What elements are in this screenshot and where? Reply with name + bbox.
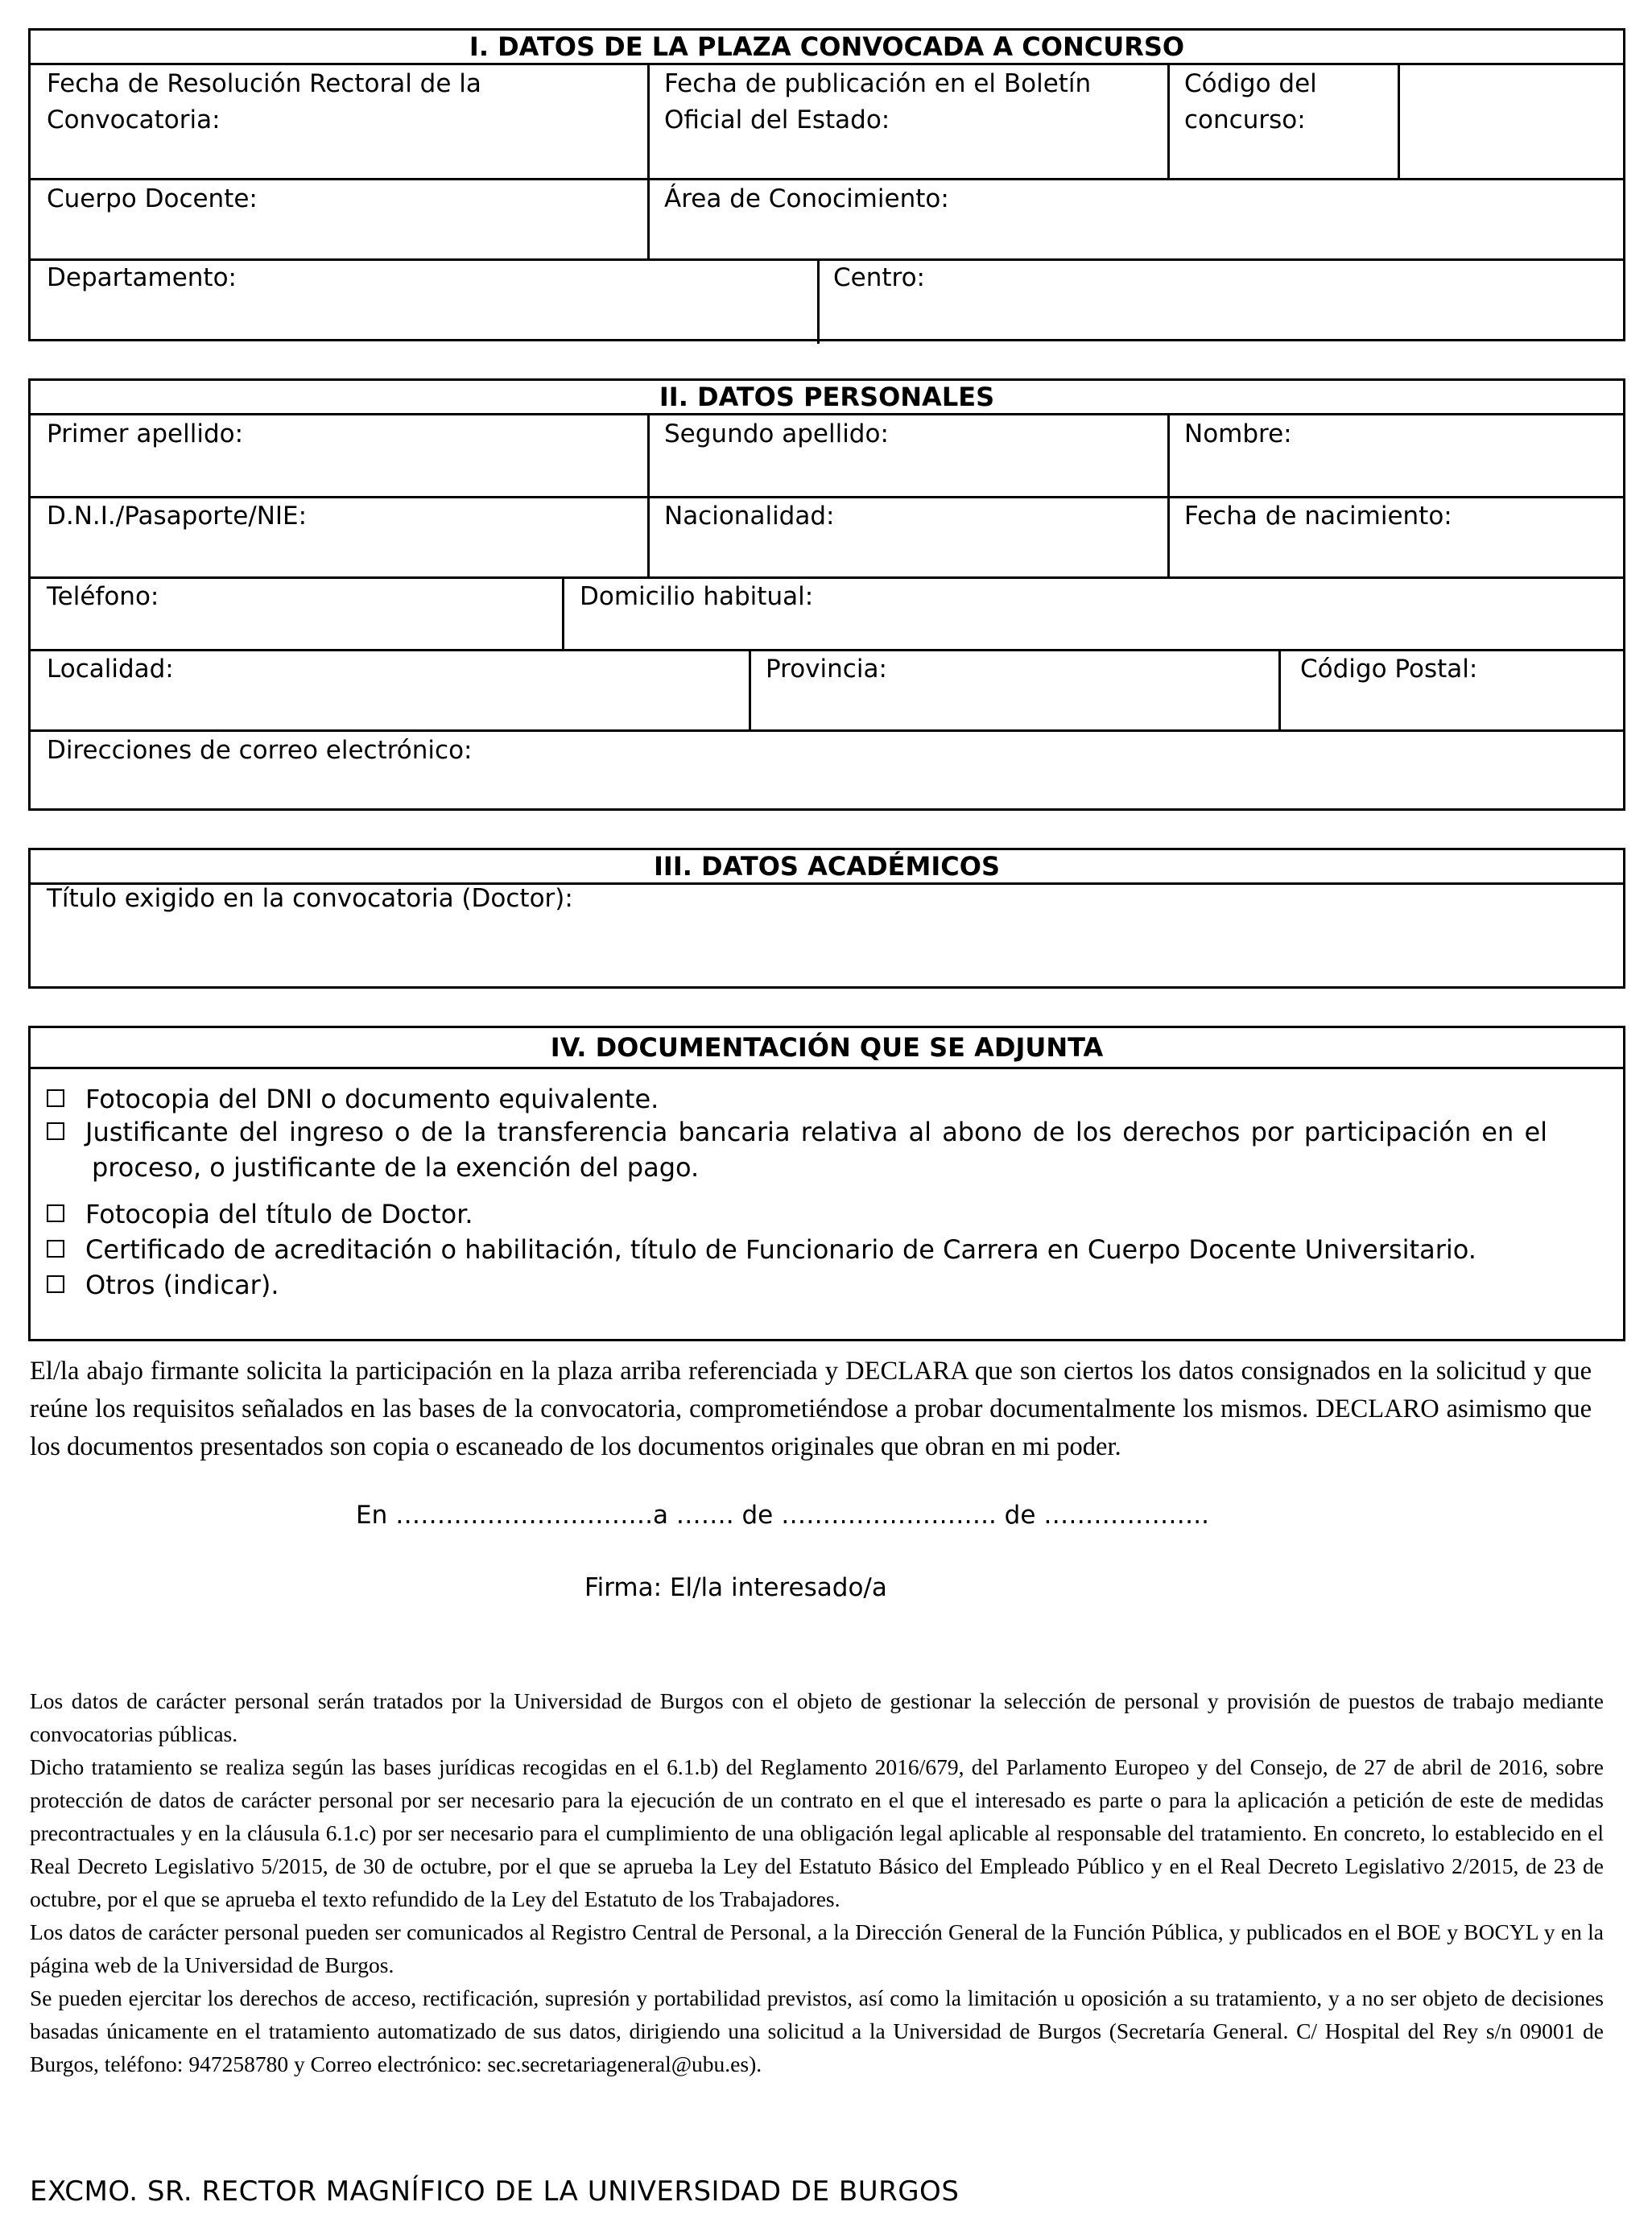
field-correo[interactable]: Direcciones de correo electrónico: xyxy=(47,736,473,765)
section-title: IV. DOCUMENTACIÓN QUE SE ADJUNTA xyxy=(31,1028,1623,1069)
divider xyxy=(31,576,1623,579)
field-telefono[interactable]: Teléfono: xyxy=(47,582,159,611)
checkbox[interactable] xyxy=(47,1275,64,1293)
divider xyxy=(31,258,1623,261)
legal-paragraph: Dicho tratamiento se realiza según las bases jurídicas recogidas en el 6.1.b) del Reglamento 2016/679, del Parlamento Europeo y del Consejo, de 27 de abril de 2016, sobre protección de datos de carácter personal por ser necesario para la ejecución de un contrato en el que el interesado es parte o para la aplicación a petición de este de medidas precontractuales y en la cláusula 6.1.c) por ser necesario para el cumplimiento de una obligación legal aplicable al responsable del tratamiento. En concreto, lo establecido en el Real Decreto Legislativo 5/2015, de 30 de octubre, por el que se aprueba la Ley del Estatuto Básico del Empleado Público y en el Real Decreto Legislativo 2/2015, de 23 de octubre, por el que se aprueba el texto refundido de la Ley del Estatuto de los Trabajadores. xyxy=(30,1754,1604,1911)
section-datos-personales xyxy=(28,378,1625,811)
doc-item-label: Justificante del ingreso o de la transferencia bancaria relativa al abono de los derechos por participación en el xyxy=(85,1117,1548,1147)
section-title: II. DATOS PERSONALES xyxy=(31,381,1623,415)
checkbox[interactable] xyxy=(47,1122,64,1140)
field-codigo-postal[interactable]: Código Postal: xyxy=(1300,655,1478,684)
checkbox[interactable] xyxy=(47,1089,64,1107)
section-title: I. DATOS DE LA PLAZA CONVOCADA A CONCURSO xyxy=(31,31,1623,65)
field-centro[interactable]: Centro: xyxy=(833,263,925,292)
doc-item-label: Certificado de acreditación o habilitación, título de Funcionario de Carrera en Cuerpo Docente Universitario. xyxy=(85,1234,1476,1265)
field-codigo-concurso[interactable]: Código del concurso: xyxy=(1184,69,1317,134)
section-plaza-convocada xyxy=(28,28,1625,341)
divider xyxy=(1167,63,1170,178)
field-departamento[interactable]: Departamento: xyxy=(47,263,237,292)
section-documentacion xyxy=(28,1026,1625,1341)
checkbox[interactable] xyxy=(47,1240,64,1258)
divider xyxy=(31,729,1623,732)
legal-paragraph: Los datos de carácter personal serán tratados por la Universidad de Burgos con el objeto de gestionar la selección de personal y provisión de puestos de trabajo mediante convocatorias públicas. xyxy=(30,1688,1604,1746)
declaration-text: El/la abajo firmante solicita la participación en la plaza arriba referenciada y DECLARA que son ciertos los datos consignados en la solicitud y que reúne los requisitos señalados en las bases de la convocatoria, comprometiéndose a probar documentalmente los mismos. DECLARO asimismo que los documentos presentados son copia o escaneado de los documentos originales que obran en mi poder. xyxy=(30,1357,1592,1461)
place-date-line[interactable]: En ………………………….a ……. de …………………….. de ……………….. xyxy=(356,1501,1209,1530)
divider xyxy=(562,576,564,649)
doc-item-label: Fotocopia del título de Doctor. xyxy=(85,1199,473,1229)
divider xyxy=(647,413,650,576)
field-primer-apellido[interactable]: Primer apellido: xyxy=(47,419,244,448)
field-dni[interactable]: D.N.I./Pasaporte/NIE: xyxy=(47,502,308,531)
section-datos-academicos xyxy=(28,848,1625,989)
field-segundo-apellido[interactable]: Segundo apellido: xyxy=(664,419,889,448)
divider xyxy=(1167,413,1170,576)
signature-label: Firma: El/la interesado/a xyxy=(584,1573,887,1602)
legal-paragraph: Se pueden ejercitar los derechos de acceso, rectificación, supresión y portabilidad previstos, así como la limitación u oposición a su tratamiento, y a no ser objeto de decisiones basadas únicamente en el tratamiento automatizado de sus datos, dirigiendo una solicitud a la Universidad de Burgos (Secretaría General. C/ Hospital del Rey s/n 09001 de Burgos, teléfono: 947258780 y Correo electrónico: sec.secretariageneral@ubu.es). xyxy=(30,1985,1604,2076)
field-area-conocimiento[interactable]: Área de Conocimiento: xyxy=(664,184,949,213)
doc-item-label: Otros (indicar). xyxy=(85,1270,279,1300)
field-cuerpo-docente[interactable]: Cuerpo Docente: xyxy=(47,184,258,213)
field-domicilio[interactable]: Domicilio habitual: xyxy=(580,582,814,611)
field-nacionalidad[interactable]: Nacionalidad: xyxy=(664,502,835,531)
addressee: EXCMO. SR. RECTOR MAGNÍFICO DE LA UNIVERSIDAD DE BURGOS xyxy=(30,2175,960,2208)
field-codigo-concurso-value[interactable] xyxy=(1400,65,1625,178)
divider xyxy=(1278,649,1281,729)
field-fecha-nacimiento[interactable]: Fecha de nacimiento: xyxy=(1184,502,1452,531)
doc-item-label: Fotocopia del DNI o documento equivalente. xyxy=(85,1084,659,1114)
field-fecha-resolucion[interactable]: Fecha de Resolución Rectoral de la Convocatoria: xyxy=(47,69,481,134)
doc-item-label: proceso, o justificante de la exención del pago. xyxy=(92,1152,700,1183)
section-title: III. DATOS ACADÉMICOS xyxy=(31,850,1623,885)
field-fecha-publicacion[interactable]: Fecha de publicación en el Boletín Oficial del Estado: xyxy=(664,69,1092,134)
checkbox[interactable] xyxy=(47,1204,64,1222)
field-titulo-exigido[interactable]: Título exigido en la convocatoria (Doctor): xyxy=(47,884,573,913)
divider xyxy=(31,178,1623,180)
legal-notice xyxy=(30,1684,1604,2080)
legal-paragraph: Los datos de carácter personal pueden ser comunicados al Registro Central de Personal, a la Dirección General de la Función Pública, y publicados en el BOE y BOCYL y en la página web de la Universidad de Burgos. xyxy=(30,1919,1604,1977)
divider xyxy=(749,649,751,729)
divider xyxy=(647,63,650,258)
field-nombre[interactable]: Nombre: xyxy=(1184,419,1292,448)
field-localidad[interactable]: Localidad: xyxy=(47,655,174,684)
divider xyxy=(817,258,820,344)
field-provincia[interactable]: Provincia: xyxy=(766,655,887,684)
